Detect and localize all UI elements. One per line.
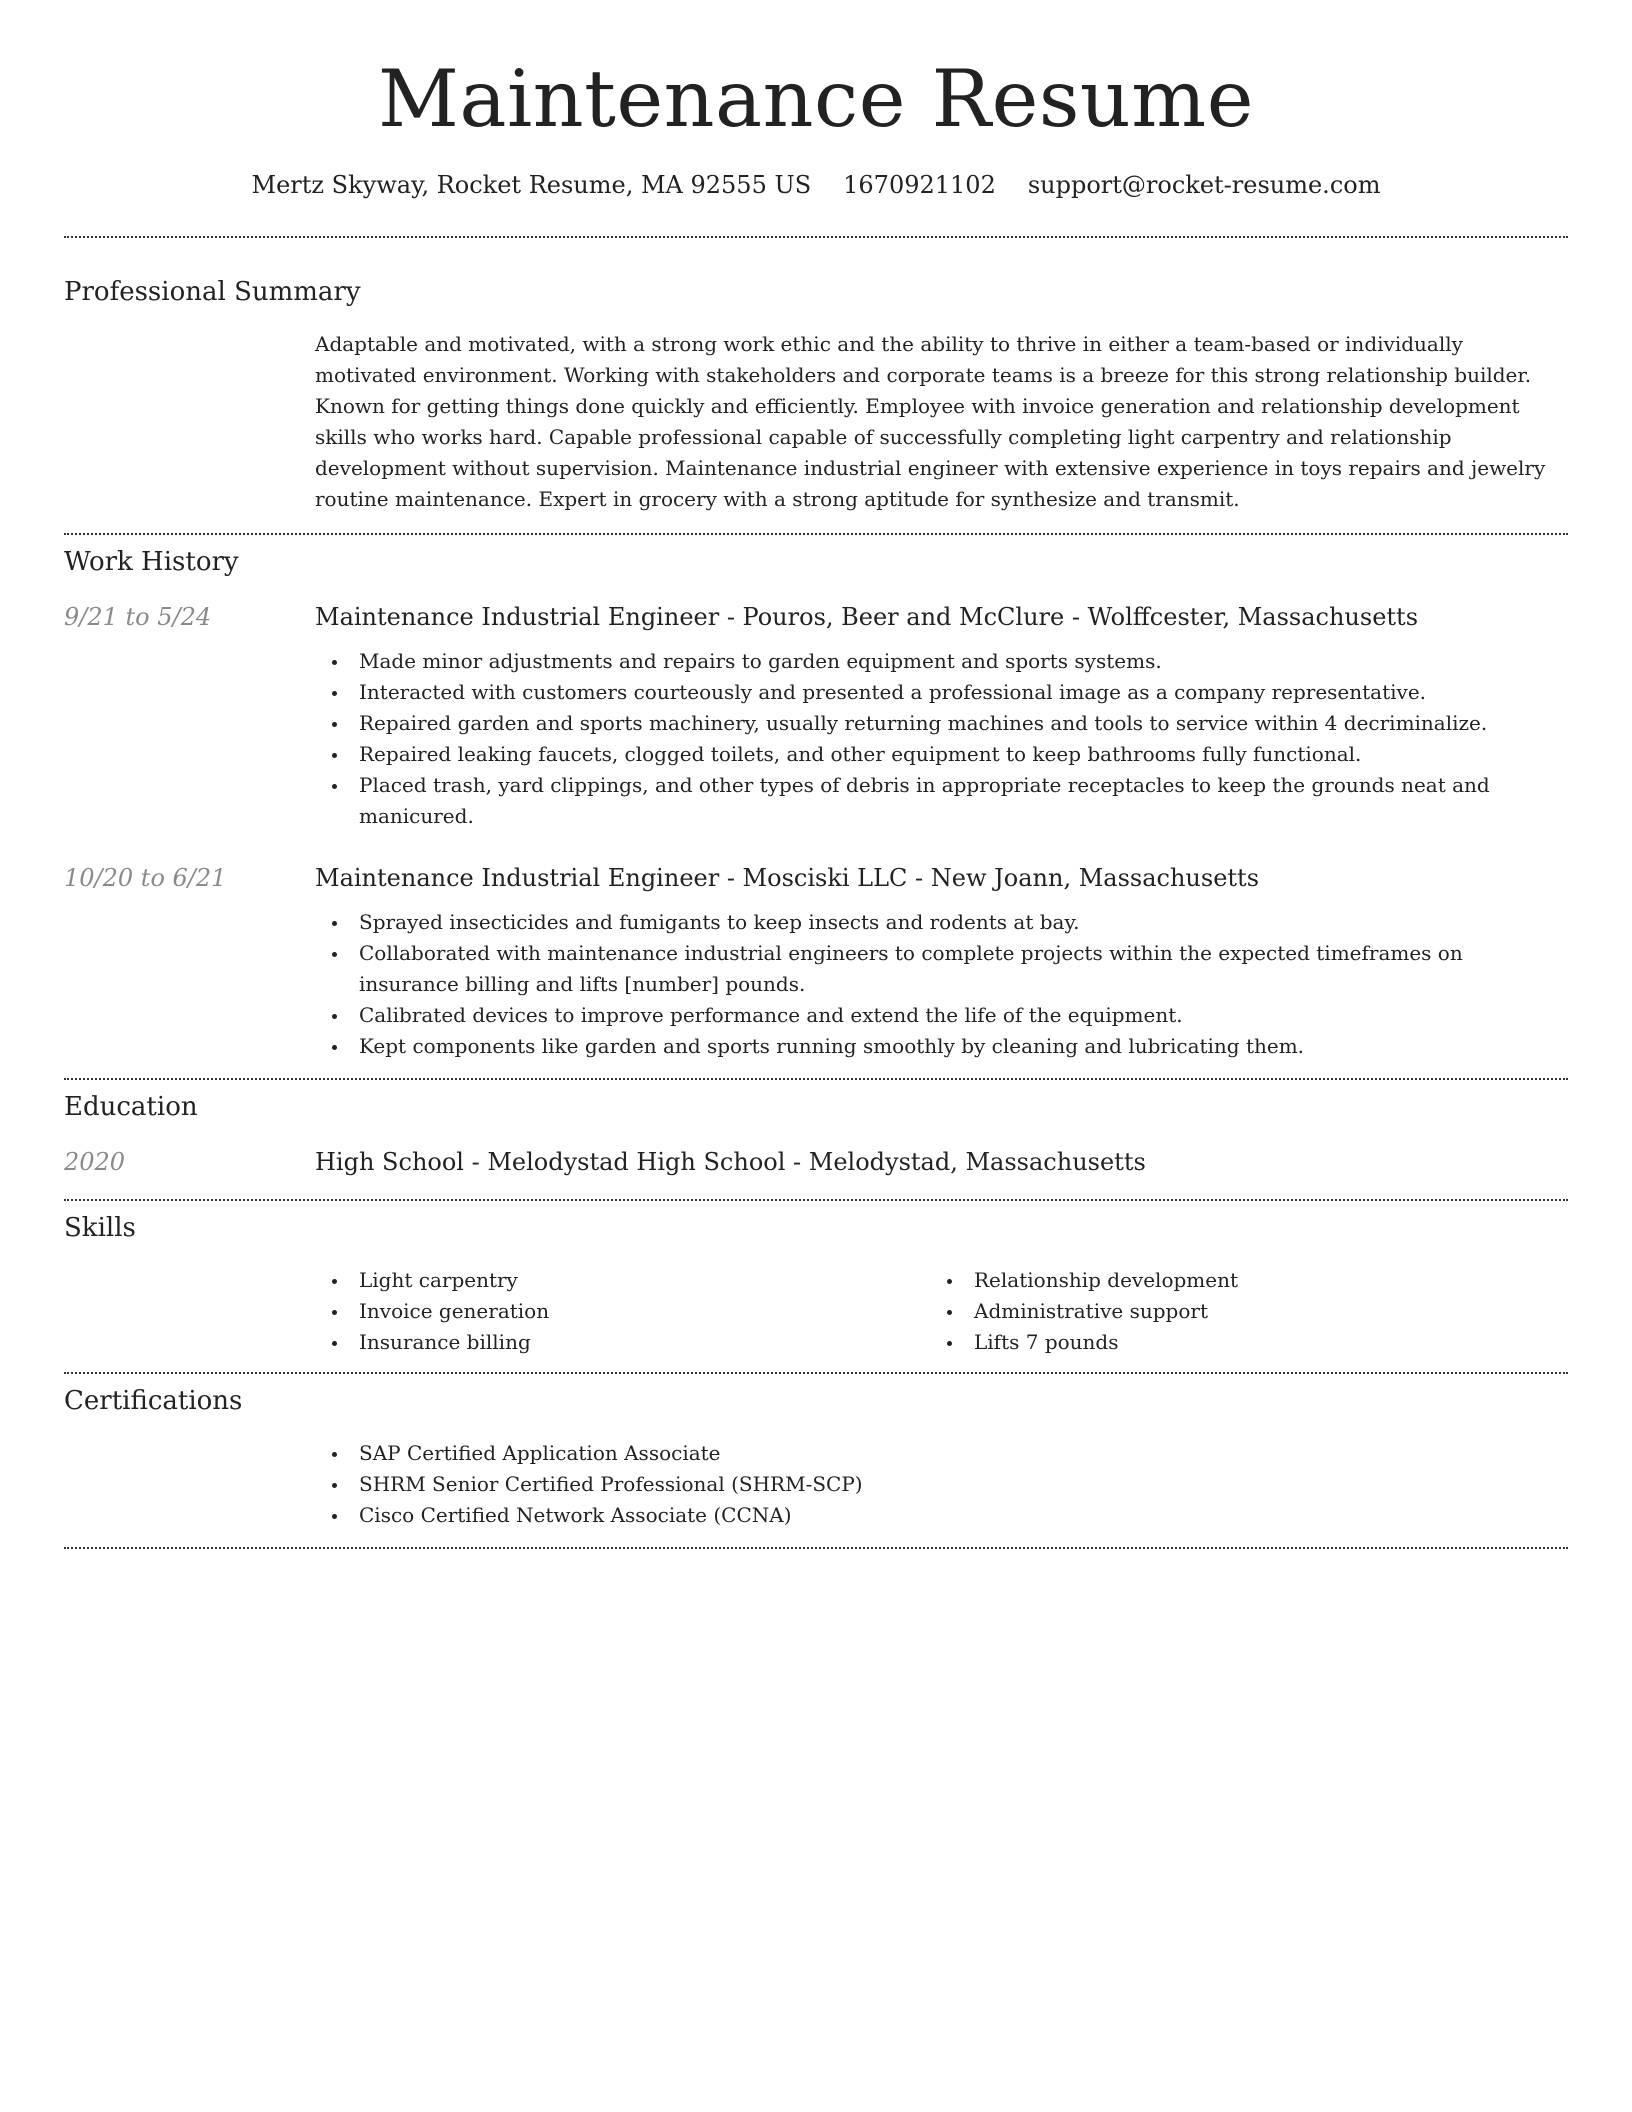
contact-address: Mertz Skyway, Rocket Resume, MA 92555 US (251, 170, 812, 199)
divider (64, 1199, 1568, 1201)
summary-heading: Professional Summary (64, 276, 361, 307)
job-title: Maintenance Industrial Engineer - Mosciski LLC - New Joann, Massachusetts (315, 863, 1260, 892)
skills-list-right (930, 1265, 1545, 1358)
education-entry: High School - Melodystad High School - Melodystad, Massachusetts (315, 1147, 1146, 1176)
summary-text: Adaptable and motivated, with a strong work ethic and the ability to thrive in either a team-based or individually motivated environment. Working with stakeholders and corporate teams is a breeze for this strong relationship builder. Known for getting things done quickly and efficiently. Employee with invoice generation and relationship development skills who works hard. Capable professional capable of successfully completing light carpentry and relationship development without supervision. Maintenance industrial engineer with extensive experience in toys repairs and jewelry routine maintenance. Expert in grocery with a strong aptitude for synthesize and transmit. (315, 331, 1546, 511)
skill-item: Light carpentry (315, 1265, 930, 1296)
certifications-list (315, 1438, 1568, 1531)
contact-email: support@rocket-resume.com (1027, 170, 1381, 199)
certifications-heading: Certifications (64, 1385, 243, 1416)
education-section (64, 1091, 1568, 1178)
job-title: Maintenance Industrial Engineer - Pouros, Beer and McClure - Wolffcester, Massachusetts (315, 602, 1419, 631)
resume-title: Maintenance Resume (378, 53, 1254, 145)
certifications-section (64, 1385, 1568, 1531)
education-year: 2020 (64, 1147, 126, 1176)
job-bullets (315, 646, 1568, 832)
skills-list-left (315, 1265, 930, 1358)
skill-item: Invoice generation (315, 1296, 930, 1327)
skills-section (64, 1212, 1568, 1358)
divider (64, 1372, 1568, 1374)
skill-item: Relationship development (930, 1265, 1545, 1296)
divider (64, 1078, 1568, 1080)
list-item: Made minor adjustments and repairs to garden equipment and sports systems. (315, 646, 1568, 677)
list-item: Collaborated with maintenance industrial engineers to complete projects within the expected timeframes on insurance billing and lifts [number] pounds. (315, 938, 1568, 1000)
certification-item: SAP Certified Application Associate (315, 1438, 1568, 1469)
divider (64, 236, 1568, 238)
job-bullets (315, 907, 1568, 1062)
skill-item: Insurance billing (315, 1327, 930, 1358)
contact-phone: 1670921102 (843, 170, 996, 199)
job-entry (64, 863, 1568, 1062)
list-item: Placed trash, yard clippings, and other types of debris in appropriate receptacles to keep the grounds neat and manicured. (315, 770, 1568, 832)
certification-item: Cisco Certified Network Associate (CCNA) (315, 1500, 1568, 1531)
work-history-section (64, 546, 1568, 1062)
divider (64, 533, 1568, 535)
work-history-heading: Work History (64, 546, 239, 577)
skill-item: Lifts 7 pounds (930, 1327, 1545, 1358)
job-dates: 10/20 to 6/21 (64, 863, 227, 892)
contact-line (64, 170, 1568, 201)
job-dates: 9/21 to 5/24 (64, 602, 212, 631)
job-entry (64, 602, 1568, 832)
skill-item: Administrative support (930, 1296, 1545, 1327)
summary-section (64, 276, 1568, 515)
certification-item: SHRM Senior Certified Professional (SHRM-SCP) (315, 1469, 1568, 1500)
list-item: Kept components like garden and sports running smoothly by cleaning and lubricating them. (315, 1031, 1568, 1062)
divider (64, 1547, 1568, 1549)
list-item: Repaired garden and sports machinery, usually returning machines and tools to service within 4 decriminalize. (315, 708, 1568, 739)
education-heading: Education (64, 1091, 198, 1122)
skills-heading: Skills (64, 1212, 136, 1243)
list-item: Sprayed insecticides and fumigants to keep insects and rodents at bay. (315, 907, 1568, 938)
list-item: Repaired leaking faucets, clogged toilets, and other equipment to keep bathrooms fully functional. (315, 739, 1568, 770)
list-item: Interacted with customers courteously and presented a professional image as a company representative. (315, 677, 1568, 708)
list-item: Calibrated devices to improve performance and extend the life of the equipment. (315, 1000, 1568, 1031)
